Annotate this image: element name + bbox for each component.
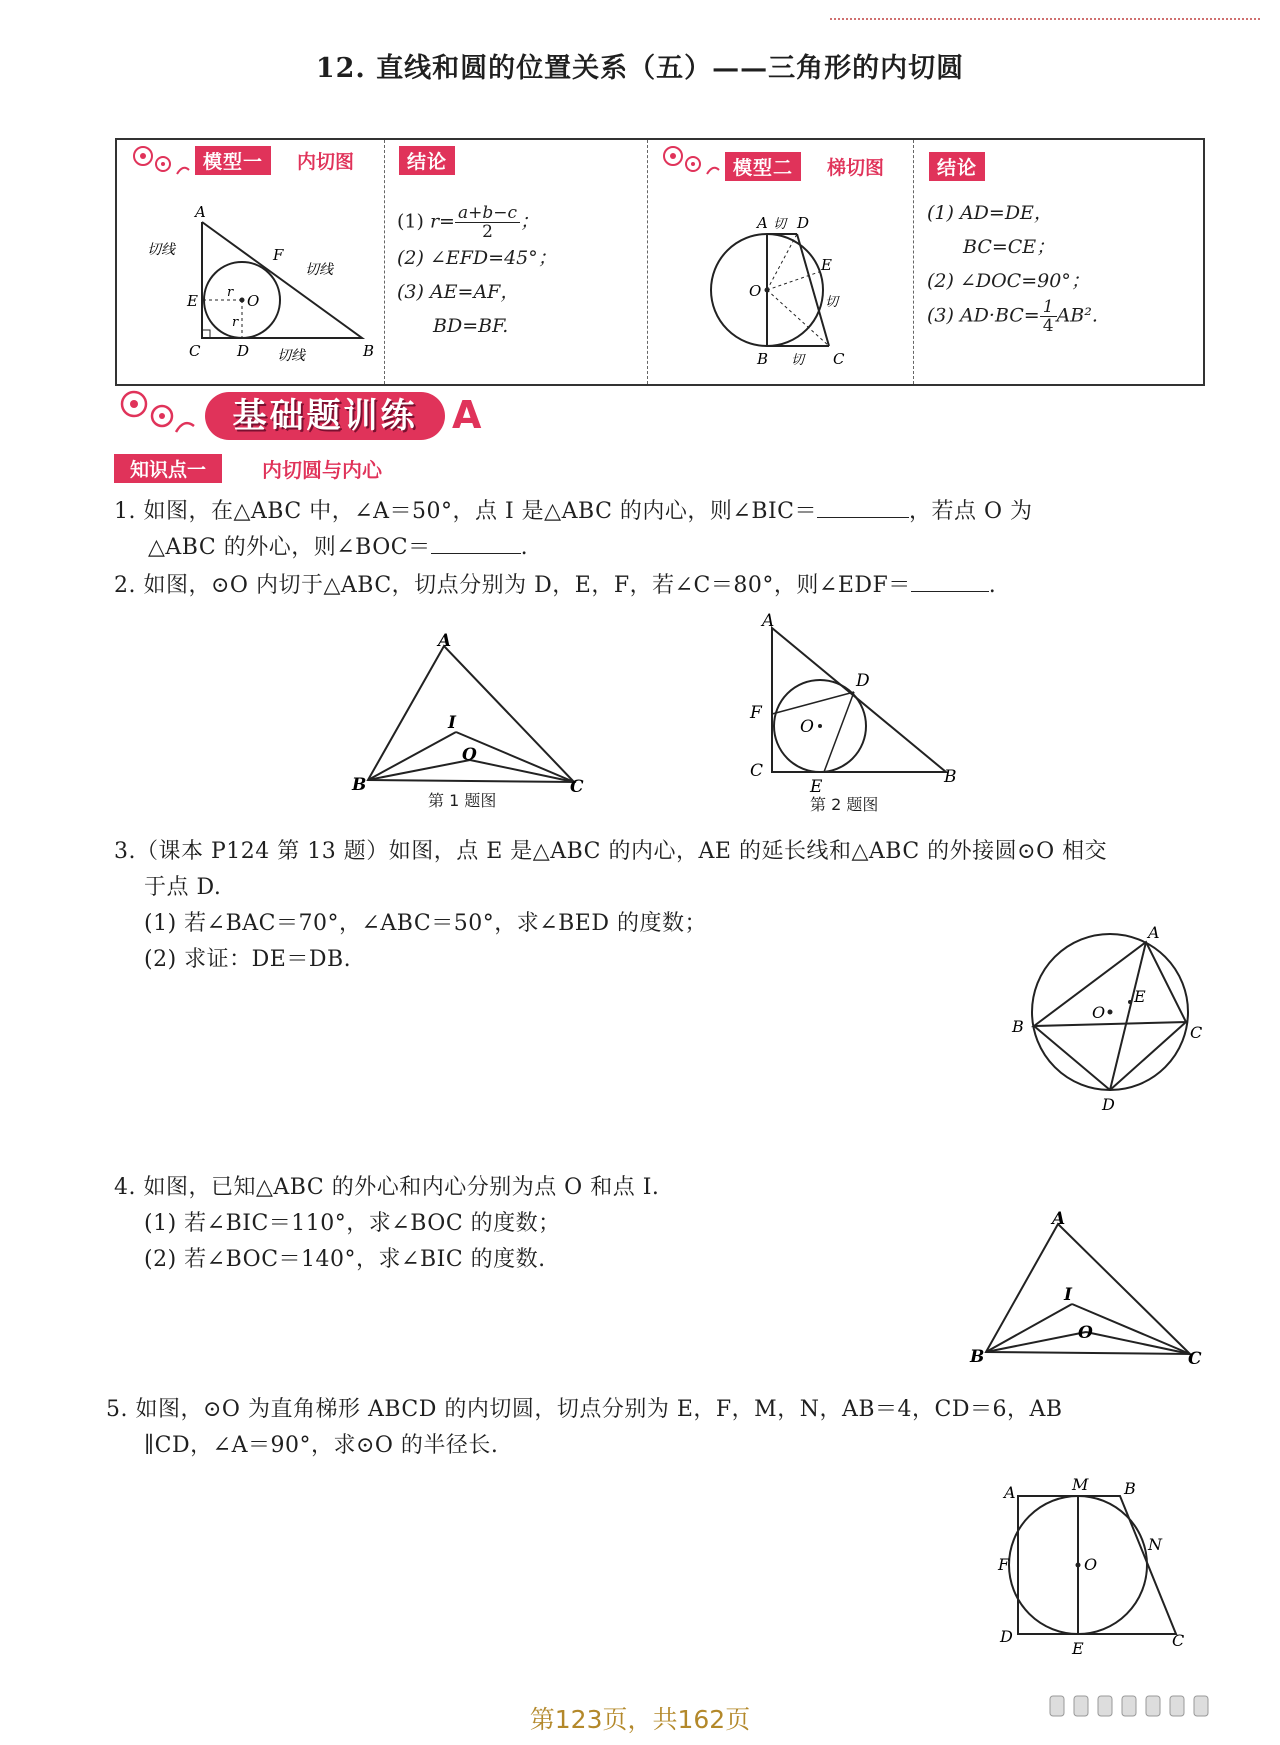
svg-text:D: D <box>1102 1095 1115 1114</box>
svg-text:F: F <box>750 703 762 723</box>
svg-text:O: O <box>462 745 477 765</box>
divider <box>384 140 385 384</box>
conclusion-tag: 结论 <box>399 146 455 175</box>
svg-text:M: M <box>1072 1475 1089 1494</box>
svg-text:F: F <box>273 246 284 264</box>
svg-text:C: C <box>833 350 845 368</box>
svg-text:O: O <box>800 717 814 737</box>
svg-text:E: E <box>821 256 832 274</box>
question-3-cont: 于点 D. <box>144 875 222 900</box>
model1-figure <box>147 202 375 364</box>
figure-q1-caption: 第 1 题图 <box>428 791 497 810</box>
svg-text:C: C <box>570 777 584 797</box>
figure-q5 <box>988 1474 1188 1660</box>
svg-text:D: D <box>1000 1627 1013 1646</box>
svg-text:O: O <box>247 292 260 310</box>
divider <box>913 140 914 384</box>
svg-text:E: E <box>1134 987 1146 1006</box>
model2-name: 梯切图 <box>827 157 885 179</box>
svg-text:A: A <box>762 611 775 631</box>
figure-q3 <box>1000 912 1220 1112</box>
top-dotted-rule <box>830 18 1260 20</box>
svg-text:B: B <box>757 350 769 368</box>
svg-text:切线: 切线 <box>277 348 305 364</box>
svg-text:r: r <box>232 315 239 330</box>
page-number-footer: 第123页，共162页 <box>529 1705 751 1734</box>
svg-text:切线: 切线 <box>305 262 333 278</box>
svg-text:切线: 切线 <box>147 242 175 258</box>
svg-text:A: A <box>757 214 768 232</box>
flower-icon <box>114 386 198 440</box>
model-summary-box <box>115 138 1205 386</box>
svg-text:C: C <box>750 761 764 781</box>
knowledge-point-tag: 知识点一 <box>114 454 222 483</box>
svg-text:D: D <box>856 671 870 691</box>
divider <box>647 140 648 384</box>
svg-text:E: E <box>810 777 823 797</box>
conclusion-tag: 结论 <box>929 152 985 181</box>
svg-text:切: 切 <box>773 217 787 232</box>
svg-text:B: B <box>970 1347 985 1367</box>
svg-text:D: D <box>797 214 810 232</box>
answer-blank[interactable] <box>431 531 521 554</box>
svg-text:O: O <box>1084 1555 1098 1574</box>
figure-q2-caption: 第 2 题图 <box>810 795 879 814</box>
svg-text:B: B <box>352 775 367 795</box>
answer-blank[interactable] <box>817 495 909 518</box>
question-5-cont: ∥CD，∠A＝90°，求⊙O 的半径长. <box>144 1433 499 1458</box>
page-title: 12. 直线和圆的位置关系（五）——三角形的内切圆 <box>315 53 965 84</box>
svg-text:切: 切 <box>791 353 805 368</box>
model1-tag: 模型一 <box>195 146 271 175</box>
question-3-part2: (2) 求证：DE＝DB. <box>144 947 352 972</box>
svg-text:A: A <box>438 631 452 651</box>
model2-figure <box>707 206 887 376</box>
svg-text:E: E <box>1072 1639 1084 1658</box>
flower-icon <box>129 142 191 182</box>
model1-conclusions: (1) r= $\frac{a+b-c}{2}$ ； (2) ∠EFD=45°； (3) AE=AF， BD=BF. <box>397 203 557 337</box>
svg-text:I: I <box>448 713 456 733</box>
svg-text:B: B <box>363 342 375 360</box>
question-4-part1: (1) 若∠BIC＝110°，求∠BOC 的度数； <box>144 1211 561 1236</box>
knowledge-point-name: 内切圆与内心 <box>262 458 382 482</box>
svg-text:A: A <box>1148 923 1160 942</box>
svg-text:I: I <box>1064 1285 1072 1305</box>
question-4: 4. 如图，已知△ABC 的外心和内心分别为点 O 和点 I. <box>114 1175 660 1200</box>
svg-text:r: r <box>227 285 234 300</box>
svg-text:A: A <box>1004 1483 1016 1502</box>
model2-conclusions: (1) AD=DE， BC=CE； (2) ∠DOC=90°； (3) AD·BC= $\frac{1}{4}$ AB². <box>927 202 1098 336</box>
model2-tag: 模型二 <box>725 152 801 181</box>
svg-text:B: B <box>1012 1017 1024 1036</box>
svg-text:切: 切 <box>825 295 839 310</box>
question-4-part2: (2) 若∠BOC＝140°，求∠BIC 的度数. <box>144 1247 546 1272</box>
question-5: 5. 如图，⊙O 为直角梯形 ABCD 的内切圆，切点分别为 E，F，M，N，AB＝4，CD＝6，AB <box>106 1397 1063 1422</box>
answer-blank[interactable] <box>911 569 989 592</box>
figure-q4 <box>960 1209 1210 1372</box>
svg-text:F: F <box>998 1555 1010 1574</box>
question-2: 2. 如图，⊙O 内切于△ABC，切点分别为 D，E，F，若∠C＝80°，则∠EDF＝ . <box>114 568 996 604</box>
svg-text:O: O <box>749 282 762 300</box>
flower-icon <box>659 142 721 182</box>
svg-text:E: E <box>187 292 198 310</box>
svg-text:D: D <box>237 342 250 360</box>
svg-text:O: O <box>1092 1003 1106 1022</box>
question-3: 3.（课本 P124 第 13 题）如图，点 E 是△ABC 的内心，AE 的延长线和△ABC 的外接圆⊙O 相交 <box>114 839 1108 864</box>
model1-name: 内切图 <box>297 151 355 173</box>
svg-text:B: B <box>1124 1479 1136 1498</box>
section-level: A <box>452 393 482 437</box>
svg-text:O: O <box>1078 1323 1093 1343</box>
figure-q1 <box>348 631 588 797</box>
svg-text:C: C <box>1172 1631 1185 1650</box>
question-1-cont: △ABC 的外心，则∠BOC＝ . <box>148 530 528 566</box>
svg-text:N: N <box>1148 1535 1162 1554</box>
svg-text:A: A <box>195 203 206 221</box>
svg-text:C: C <box>1188 1349 1202 1369</box>
section-banner: 基础题训练 <box>205 392 445 440</box>
question-3-part1: (1) 若∠BAC＝70°，∠ABC＝50°，求∠BED 的度数； <box>144 911 707 936</box>
svg-text:C: C <box>189 342 201 360</box>
question-1: 1. 如图，在△ABC 中，∠A＝50°，点 I 是△ABC 的内心，则∠BIC＝ ，若点 O 为 <box>114 494 1033 530</box>
svg-text:C: C <box>1190 1023 1203 1042</box>
svg-text:A: A <box>1052 1209 1066 1229</box>
svg-text:B: B <box>944 767 957 787</box>
figure-q2 <box>728 606 958 796</box>
